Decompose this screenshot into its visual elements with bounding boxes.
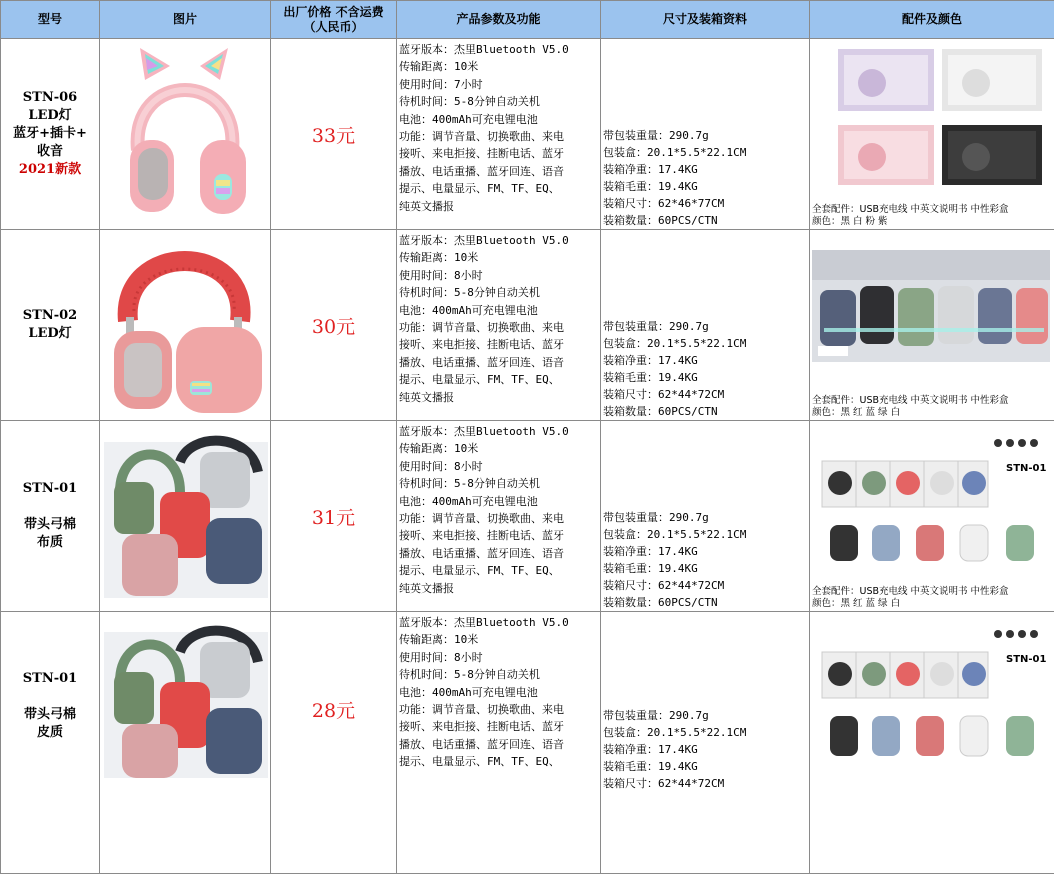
model-cell[interactable] <box>1 39 100 230</box>
param-line: 提示、电量显示、FM、TF、EQ、 <box>399 180 600 197</box>
param-line: 功能：调节音量、切换歌曲、来电 <box>399 510 600 527</box>
price-cell[interactable]: 28元 <box>271 612 397 874</box>
accessories-note <box>812 204 1009 228</box>
table-row <box>1 421 1054 612</box>
accessories-cell[interactable] <box>810 421 1054 612</box>
price-cell[interactable]: 33元 <box>271 39 397 230</box>
param-line: 电池：400mAh可充电锂电池 <box>399 684 600 701</box>
accessories-line: 全套配件：USB充电线 中英文说明书 中性彩盒 <box>812 586 1009 598</box>
param-line: 待机时间：5-8分钟自动关机 <box>399 284 600 301</box>
param-line: 使用时间：8小时 <box>399 649 600 666</box>
pack-line: 装箱数量：60PCS/CTN <box>603 212 809 229</box>
accessories-cell[interactable] <box>810 230 1054 421</box>
param-line: 待机时间：5-8分钟自动关机 <box>399 475 600 492</box>
pack-line: 装箱毛重：19.4KG <box>603 369 809 386</box>
packaging-colors-image <box>810 39 1054 199</box>
param-line: 待机时间：5-8分钟自动关机 <box>399 93 600 110</box>
pack-line: 带包装重量：290.7g <box>603 127 809 144</box>
pack-line: 装箱净重：17.4KG <box>603 161 809 178</box>
param-line: 提示、电量显示、FM、TF、EQ、 <box>399 753 600 770</box>
pack-line: 装箱尺寸：62*44*72CM <box>603 577 809 594</box>
pack-line: 带包装重量：290.7g <box>603 318 809 335</box>
colors-line: 颜色：黑 白 粉 紫 <box>812 216 1009 228</box>
param-line: 纯英文播报 <box>399 198 600 215</box>
pack-cell[interactable] <box>601 39 810 230</box>
pink-cat-ear-headphones-image <box>100 40 271 228</box>
pack-line: 装箱毛重：19.4KG <box>603 758 809 775</box>
param-line: 蓝牙版本：杰里Bluetooth V5.0 <box>399 41 600 58</box>
pack-line: 装箱净重：17.4KG <box>603 741 809 758</box>
params-cell[interactable] <box>397 421 601 612</box>
accessories-line: 全套配件：USB充电线 中英文说明书 中性彩盒 <box>812 395 1009 407</box>
param-line: 提示、电量显示、FM、TF、EQ、 <box>399 371 600 388</box>
pack-line: 装箱数量：60PCS/CTN <box>603 594 809 611</box>
pack-line: 装箱净重：17.4KG <box>603 352 809 369</box>
accessories-cell[interactable] <box>810 612 1054 874</box>
boxed-headphones-image <box>810 612 1054 778</box>
model-gap <box>1 498 99 516</box>
model-line: STN-02 <box>1 307 99 325</box>
param-line: 传输距离：10米 <box>399 249 600 266</box>
header-accessories[interactable]: 配件及颜色 <box>810 1 1054 39</box>
header-row <box>1 1 1054 39</box>
pack-line: 装箱毛重：19.4KG <box>603 178 809 195</box>
param-line: 接听、来电拒接、挂断电话、蓝牙 <box>399 336 600 353</box>
red-led-headphones-image <box>100 231 271 419</box>
params-cell[interactable] <box>397 39 601 230</box>
param-line: 使用时间：8小时 <box>399 267 600 284</box>
model-gap <box>1 688 99 706</box>
table-row <box>1 612 1054 874</box>
max-style-headphones-image <box>100 612 271 778</box>
header-price-line2: （人民币） <box>271 20 396 35</box>
pack-line: 包装盒：20.1*5.5*22.1CM <box>603 724 809 741</box>
accessories-cell[interactable] <box>810 39 1054 230</box>
model-line: STN-06 <box>1 89 99 107</box>
header-size[interactable]: 尺寸及装箱资料 <box>601 1 810 39</box>
product-image-cell[interactable] <box>100 230 271 421</box>
param-line: 使用时间：8小时 <box>399 458 600 475</box>
model-line: 蓝牙+插卡+ <box>1 125 99 143</box>
param-line: 蓝牙版本：杰里Bluetooth V5.0 <box>399 232 600 249</box>
model-cell[interactable] <box>1 421 100 612</box>
product-image-cell[interactable] <box>100 612 271 874</box>
model-cell[interactable] <box>1 230 100 421</box>
table-row <box>1 39 1054 230</box>
header-params[interactable]: 产品参数及功能 <box>397 1 601 39</box>
colors-line: 颜色：黑 红 蓝 绿 白 <box>812 598 1009 610</box>
model-line: LED灯 <box>1 107 99 125</box>
headphone-lineup-image <box>810 230 1054 380</box>
param-line: 电池：400mAh可充电锂电池 <box>399 493 600 510</box>
param-line: 纯英文播报 <box>399 389 600 406</box>
params-cell[interactable] <box>397 230 601 421</box>
pack-line: 装箱毛重：19.4KG <box>603 560 809 577</box>
pack-line: 装箱尺寸：62*46*77CM <box>603 195 809 212</box>
accessories-note <box>812 395 1009 419</box>
box-label: STN-01 <box>1006 463 1046 474</box>
pack-line: 装箱尺寸：62*44*72CM <box>603 386 809 403</box>
param-line: 播放、电话重播、蓝牙回连、语音 <box>399 354 600 371</box>
param-line: 功能：调节音量、切换歌曲、来电 <box>399 128 600 145</box>
param-line: 电池：400mAh可充电锂电池 <box>399 111 600 128</box>
model-cell[interactable] <box>1 612 100 874</box>
header-price-line1: 出厂价格 不含运费 <box>271 5 396 20</box>
param-line: 播放、电话重播、蓝牙回连、语音 <box>399 545 600 562</box>
param-line: 电池：400mAh可充电锂电池 <box>399 302 600 319</box>
accessories-line: 全套配件：USB充电线 中英文说明书 中性彩盒 <box>812 204 1009 216</box>
model-line: STN-01 <box>1 480 99 498</box>
accessories-note <box>812 586 1009 610</box>
colors-line: 颜色：黑 红 蓝 绿 白 <box>812 407 1009 419</box>
pack-cell[interactable] <box>601 421 810 612</box>
model-line: LED灯 <box>1 325 99 343</box>
pack-line: 带包装重量：290.7g <box>603 707 809 724</box>
pack-line: 装箱尺寸：62*44*72CM <box>603 775 809 792</box>
param-line: 功能：调节音量、切换歌曲、来电 <box>399 319 600 336</box>
model-line: 皮质 <box>1 724 99 742</box>
model-line: 收音 <box>1 143 99 161</box>
pack-line: 带包装重量：290.7g <box>603 509 809 526</box>
model-line: 带头弓棉 <box>1 516 99 534</box>
product-image-cell[interactable] <box>100 39 271 230</box>
product-image-cell[interactable] <box>100 421 271 612</box>
table-row <box>1 230 1054 421</box>
pack-cell[interactable] <box>601 612 810 874</box>
param-line: 传输距离：10米 <box>399 631 600 648</box>
header-image[interactable]: 图片 <box>100 1 271 39</box>
box-label: STN-01 <box>1006 654 1046 665</box>
boxed-headphones-image <box>810 421 1054 571</box>
header-price[interactable] <box>271 1 397 39</box>
pack-line: 装箱净重：17.4KG <box>603 543 809 560</box>
param-line: 接听、来电拒接、挂断电话、蓝牙 <box>399 718 600 735</box>
param-line: 传输距离：10米 <box>399 58 600 75</box>
param-line: 蓝牙版本：杰里Bluetooth V5.0 <box>399 423 600 440</box>
param-line: 传输距离：10米 <box>399 440 600 457</box>
price-cell[interactable]: 30元 <box>271 230 397 421</box>
param-line: 播放、电话重播、蓝牙回连、语音 <box>399 736 600 753</box>
pack-line: 包装盒：20.1*5.5*22.1CM <box>603 335 809 352</box>
param-line: 播放、电话重播、蓝牙回连、语音 <box>399 163 600 180</box>
pack-line: 包装盒：20.1*5.5*22.1CM <box>603 526 809 543</box>
param-line: 功能：调节音量、切换歌曲、来电 <box>399 701 600 718</box>
pack-line: 包装盒：20.1*5.5*22.1CM <box>603 144 809 161</box>
param-line: 接听、来电拒接、挂断电话、蓝牙 <box>399 145 600 162</box>
price-cell[interactable]: 31元 <box>271 421 397 612</box>
param-line: 使用时间：7小时 <box>399 76 600 93</box>
model-line: 布质 <box>1 534 99 552</box>
pack-cell[interactable] <box>601 230 810 421</box>
header-model[interactable]: 型号 <box>1 1 100 39</box>
param-line: 提示、电量显示、FM、TF、EQ、 <box>399 562 600 579</box>
params-cell[interactable] <box>397 612 601 874</box>
model-line: 带头弓棉 <box>1 706 99 724</box>
new-model-tag: 2021新款 <box>1 161 99 179</box>
param-line: 待机时间：5-8分钟自动关机 <box>399 666 600 683</box>
param-line: 纯英文播报 <box>399 580 600 597</box>
param-line: 蓝牙版本：杰里Bluetooth V5.0 <box>399 614 600 631</box>
param-line: 接听、来电拒接、挂断电话、蓝牙 <box>399 527 600 544</box>
pack-line: 装箱数量：60PCS/CTN <box>603 403 809 420</box>
model-line: STN-01 <box>1 670 99 688</box>
max-style-headphones-image <box>100 422 271 610</box>
